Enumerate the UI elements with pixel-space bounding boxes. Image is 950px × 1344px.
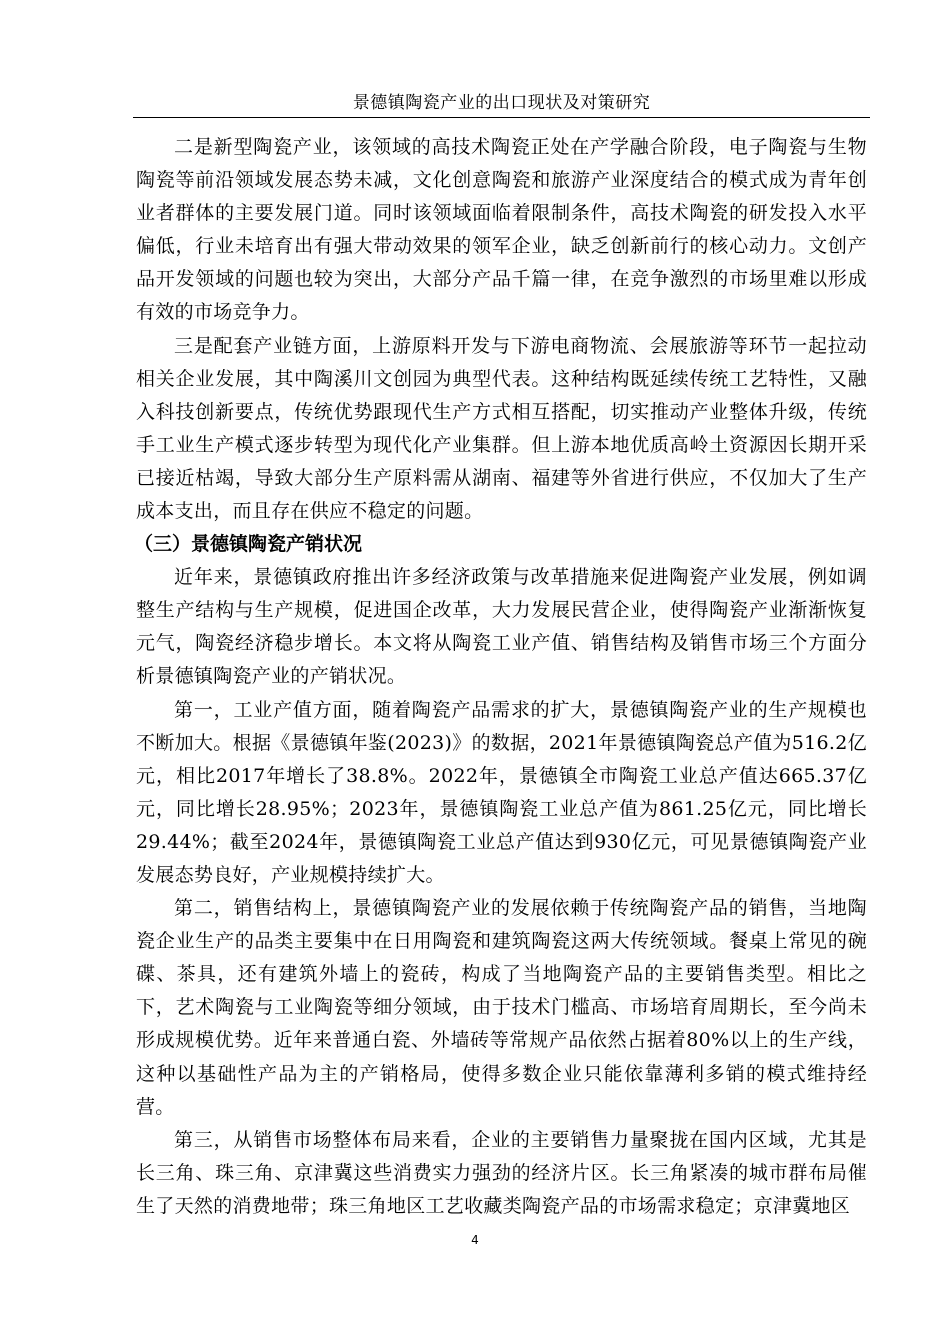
paragraph-sales-structure: 第二，销售结构上，景德镇陶瓷产业的发展依赖于传统陶瓷产品的销售，当地陶瓷企业生产的品类主要集中在日用陶瓷和建筑陶瓷这两大传统领域。餐桌上常见的碗碟、茶具，还有建筑外墙上的瓷砖，构成了当地陶瓷产品的主要销售类型。相比之下，艺术陶瓷与工业陶瓷等细分领域，由于技术门槛高、市场培育周期长，至今尚未形成规模优势。近年来普通白瓷、外墙砖等常规产品依然占据着80%以上的生产线，这种以基础性产品为主的产销格局，使得多数企业只能依靠薄利多销的模式维持经营。 [136, 897, 867, 1118]
paragraph-supporting-industry-chain: 三是配套产业链方面，上游原料开发与下游电商物流、会展旅游等环节一起拉动相关企业发展，其中陶溪川文创园为典型代表。这种结构既延续传统工艺特性，又融入科技创新要点，传统优势跟现代生产方式相互搭配，切实推动产业整体升级，传统手工业生产模式逐步转型为现代化产业集群。但上游本地优质高岭土资源因长期开采已接近枯竭，导致大部分生产原料需从湖南、福建等外省进行供应，不仅加大了生产成本支出，而且存在供应不稳定的问题。 [136, 334, 867, 523]
paragraph-sales-market: 第三，从销售市场整体布局来看，企业的主要销售力量聚拢在国内区域，尤其是长三角、珠三角、京津冀这些消费实力强劲的经济片区。长三角紧凑的城市群布局催生了天然的消费地带；珠三角地区工艺收藏类陶瓷产品的市场需求稳定；京津冀地区 [136, 1128, 867, 1217]
header-divider [133, 117, 870, 118]
paragraph-industrial-output-value: 第一，工业产值方面，随着陶瓷产品需求的扩大，景德镇陶瓷产业的生产规模也不断加大。根据《景德镇年鉴(2023)》的数据，2021年景德镇陶瓷总产值为516.2亿元，相比2017年增长了38.8%。2022年，景德镇全市陶瓷工业总产值达665.37亿元，同比增长28.95%；2023年，景德镇陶瓷工业总产值为861.25亿元，同比增长29.44%；截至2024年，景德镇陶瓷工业总产值达到930亿元，可见景德镇陶瓷产业发展态势良好，产业规模持续扩大。 [136, 698, 867, 886]
section-heading: （三）景德镇陶瓷产销状况 [134, 533, 363, 556]
page-number: 4 [471, 1233, 479, 1247]
running-header-title: 景德镇陶瓷产业的出口现状及对策研究 [352, 93, 651, 113]
paragraph-new-ceramics-industry: 二是新型陶瓷产业，该领域的高技术陶瓷正处在产学融合阶段，电子陶瓷与生物陶瓷等前沿领域发展态势未减，文化创意陶瓷和旅游产业深度结合的模式成为青年创业者群体的主要发展门道。同时该领域面临着限制条件，高技术陶瓷的研发投入水平偏低，行业未培育出有强大带动效果的领军企业，缺乏创新前行的核心动力。文创产品开发领域的问题也较为突出，大部分产品千篇一律，在竞争激烈的市场里难以形成有效的市场竞争力。 [136, 136, 867, 324]
paragraph-production-sales-intro: 近年来，景德镇政府推出许多经济政策与改革措施来促进陶瓷产业发展，例如调整生产结构与生产规模，促进国企改革，大力发展民营企业，使得陶瓷产业渐渐恢复元气，陶瓷经济稳步增长。本文将从陶瓷工业产值、销售结构及销售市场三个方面分析景德镇陶瓷产业的产销状况。 [136, 566, 867, 688]
body-text [136, 131, 867, 1223]
